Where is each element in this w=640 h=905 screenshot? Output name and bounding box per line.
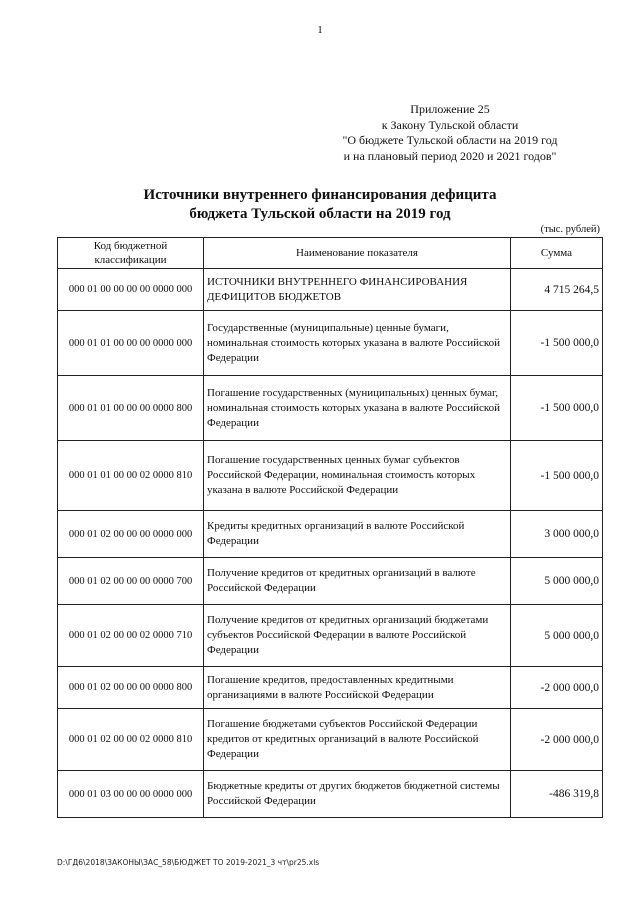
row-code: 000 01 02 00 00 00 0000 700 (58, 558, 204, 605)
table-row (58, 709, 603, 771)
appendix-line: к Закону Тульской области (381, 117, 519, 132)
row-code: 000 01 00 00 00 00 0000 000 (58, 269, 204, 311)
row-code: 000 01 03 00 00 00 0000 000 (58, 771, 204, 818)
row-sum: 3 000 000,0 (511, 511, 603, 558)
units-label: (тыс. рублей) (540, 224, 600, 235)
row-sum: -486 319,8 (511, 771, 603, 818)
header-sum: Сумма (511, 238, 603, 269)
row-name: Погашение государственных ценных бумаг субъектов Российской Федерации, номинальная стоимость которых указана в валюте Российской Федерации (204, 441, 511, 511)
title-line: Источники внутреннего финансирования дефицита (143, 187, 497, 203)
row-sum: 5 000 000,0 (511, 605, 603, 667)
row-name: Получение кредитов от кредитных организаций в валюте Российской Федерации (204, 558, 511, 605)
title-line: бюджета Тульской области на 2019 год (189, 206, 451, 222)
table-row (58, 667, 603, 709)
row-name: Погашение государственных (муниципальных) ценных бумаг, номинальная стоимость которых указана в валюте Российской Федерации (204, 376, 511, 441)
row-name: Кредиты кредитных организаций в валюте Российской Федерации (204, 511, 511, 558)
table-row (58, 269, 603, 311)
table-row (58, 376, 603, 441)
table-row (58, 771, 603, 818)
row-code: 000 01 02 00 00 00 0000 000 (58, 511, 204, 558)
table-row (58, 605, 603, 667)
row-sum: -1 500 000,0 (511, 376, 603, 441)
row-sum: 4 715 264,5 (511, 269, 603, 311)
row-code: 000 01 02 00 00 00 0000 800 (58, 667, 204, 709)
table-row (58, 511, 603, 558)
row-sum: -1 500 000,0 (511, 311, 603, 376)
row-code: 000 01 01 00 00 00 0000 000 (58, 311, 204, 376)
header-name: Наименование показателя (204, 238, 511, 269)
row-name: Получение кредитов от кредитных организаций бюджетами субъектов Российской Федерации в валюте Российской Федерации (204, 605, 511, 667)
financing-sources-table (57, 237, 603, 818)
appendix-line: "О бюджете Тульской области на 2019 год (342, 133, 558, 147)
row-code: 000 01 02 00 00 02 0000 810 (58, 709, 204, 771)
row-sum: -1 500 000,0 (511, 441, 603, 511)
appendix-note (300, 102, 600, 164)
row-name: Погашение кредитов, предоставленных кредитными организациями в валюте Российской Федерации (204, 667, 511, 709)
row-sum: -2 000 000,0 (511, 667, 603, 709)
document-title (0, 186, 640, 224)
row-code: 000 01 01 00 00 02 0000 810 (58, 441, 204, 511)
table-header-row (58, 238, 603, 269)
row-sum: 5 000 000,0 (511, 558, 603, 605)
row-name: Погашение бюджетами субъектов Российской Федерации кредитов от кредитных организаций в валюте Российской Федерации (204, 709, 511, 771)
row-code: 000 01 01 00 00 00 0000 800 (58, 376, 204, 441)
appendix-line: Приложение 25 (410, 102, 490, 116)
table-row (58, 311, 603, 376)
file-path-footer: D:\ГД6\2018\ЗАКОНЫ\ЗАС_58\БЮДЖЕТ ТО 2019-2021_3 чт\рr25.xls (57, 858, 320, 867)
row-name: ИСТОЧНИКИ ВНУТРЕННЕГО ФИНАНСИРОВАНИЯ ДЕФИЦИТОВ БЮДЖЕТОВ (204, 269, 511, 311)
header-code: Код бюджетной классификации (58, 238, 204, 269)
appendix-line: и на плановый период 2020 и 2021 годов" (343, 148, 557, 163)
row-sum: -2 000 000,0 (511, 709, 603, 771)
table-row (58, 558, 603, 605)
row-name: Бюджетные кредиты от других бюджетов бюджетной системы Российской Федерации (204, 771, 511, 818)
table-row (58, 441, 603, 511)
row-name: Государственные (муниципальные) ценные бумаги, номинальная стоимость которых указана в валюте Российской Федерации (204, 311, 511, 376)
page-number: 1 (317, 24, 323, 36)
row-code: 000 01 02 00 00 02 0000 710 (58, 605, 204, 667)
